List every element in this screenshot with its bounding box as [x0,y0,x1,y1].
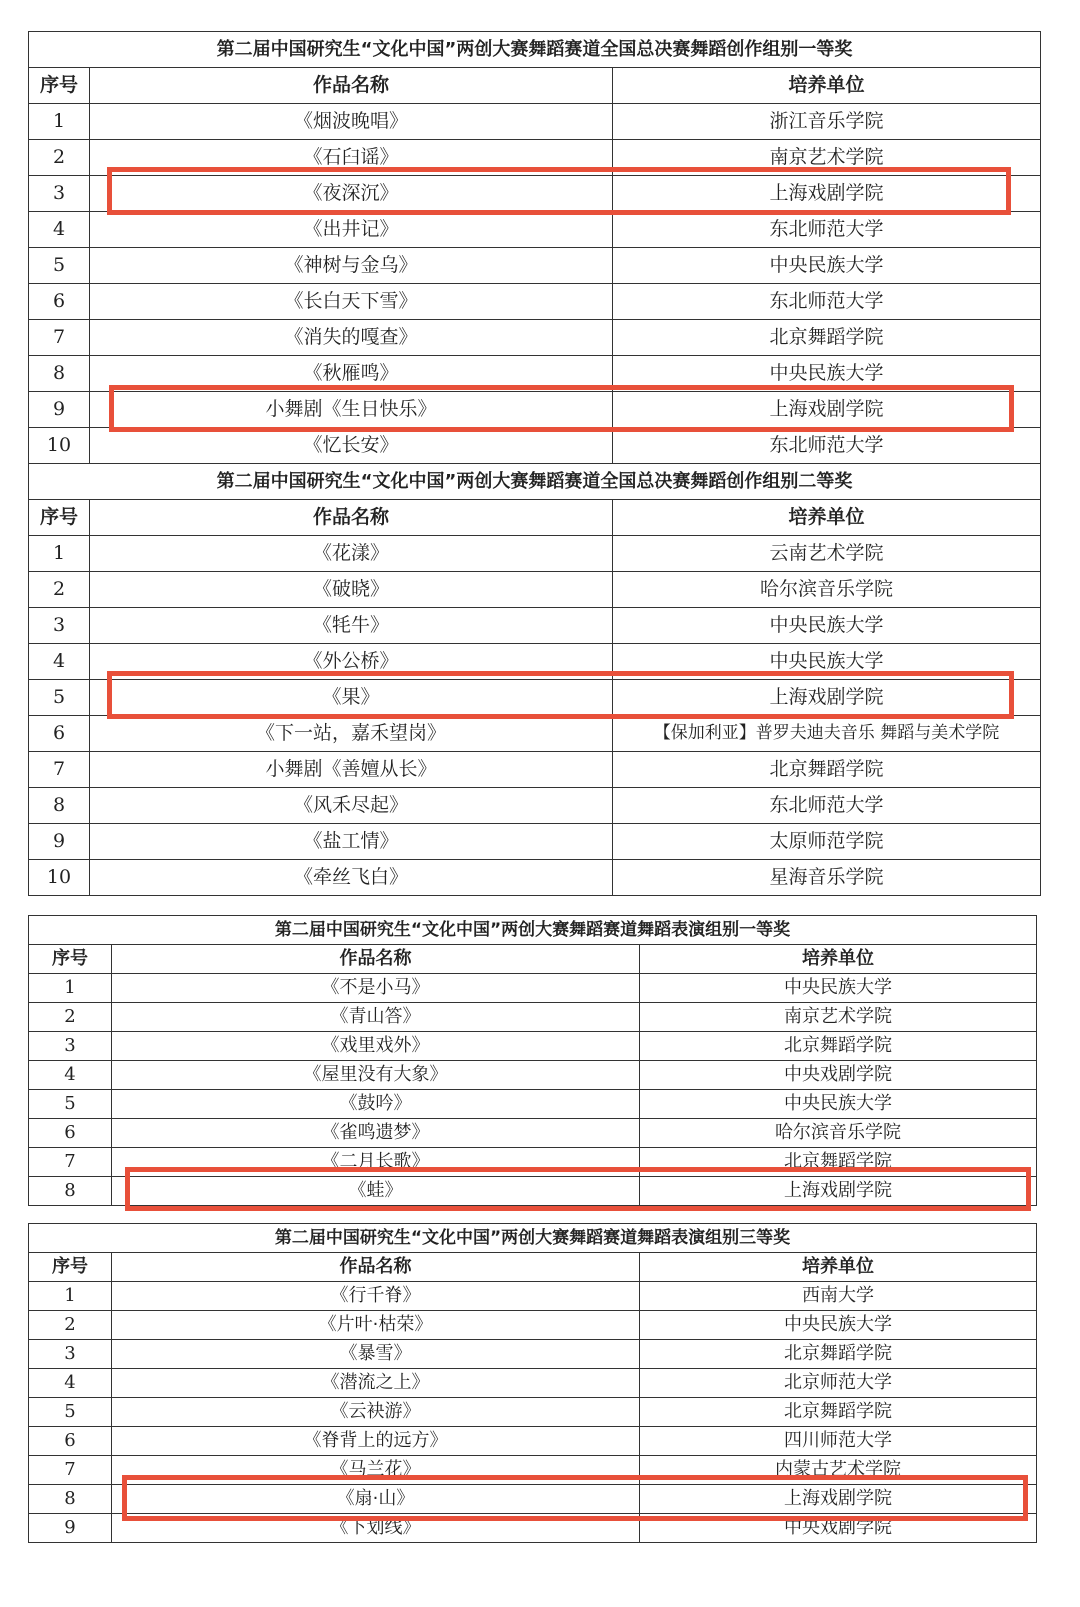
table-creation-second-prize [28,463,1041,896]
row-unit: 东北师范大学 [613,788,1041,824]
row-work: 《牦牛》 [90,608,613,644]
table-row [29,212,1041,248]
row-unit: 东北师范大学 [613,284,1041,320]
row-index: 1 [29,104,90,140]
row-unit: 浙江音乐学院 [613,104,1041,140]
row-unit: 中央民族大学 [640,974,1037,1003]
row-unit: 中央民族大学 [613,644,1041,680]
row-work: 《青山答》 [112,1003,640,1032]
header-unit: 培养单位 [640,945,1037,974]
row-unit: 中央民族大学 [640,1090,1037,1119]
table-row [29,860,1041,896]
table-row [29,572,1041,608]
row-index: 8 [29,356,90,392]
row-work: 《长白天下雪》 [90,284,613,320]
row-work: 《出井记》 [90,212,613,248]
row-work: 《破晓》 [90,572,613,608]
row-index: 8 [29,1485,112,1514]
row-work: 小舞剧《生日快乐》 [90,392,613,428]
row-unit: 南京艺术学院 [640,1003,1037,1032]
row-index: 2 [29,1311,112,1340]
row-index: 6 [29,284,90,320]
row-work: 《下划线》 [112,1514,640,1543]
row-unit: 中央民族大学 [613,608,1041,644]
row-unit: 上海戏剧学院 [640,1485,1037,1514]
row-work: 《盐工情》 [90,824,613,860]
table-row [29,320,1041,356]
row-index: 6 [29,716,90,752]
row-unit: 哈尔滨音乐学院 [640,1119,1037,1148]
row-unit: 西南大学 [640,1282,1037,1311]
row-index: 9 [29,392,90,428]
row-index: 8 [29,788,90,824]
table-row [29,1003,1037,1032]
row-work: 《下一站，嘉禾望岗》 [90,716,613,752]
header-work: 作品名称 [90,500,613,536]
row-work: 《戏里戏外》 [112,1032,640,1061]
row-work: 《烟波晚唱》 [90,104,613,140]
row-work: 《秋雁鸣》 [90,356,613,392]
row-work: 《不是小马》 [112,974,640,1003]
row-unit: 北京舞蹈学院 [640,1340,1037,1369]
table-row [29,392,1041,428]
header-work: 作品名称 [112,1253,640,1282]
row-work: 《风禾尽起》 [90,788,613,824]
row-index: 4 [29,1369,112,1398]
row-work: 《云袂游》 [112,1398,640,1427]
table-row [29,1032,1037,1061]
row-index: 3 [29,1032,112,1061]
row-index: 9 [29,1514,112,1543]
header-unit: 培养单位 [640,1253,1037,1282]
header-unit: 培养单位 [613,68,1041,104]
row-index: 1 [29,974,112,1003]
table-row [29,1485,1037,1514]
row-index: 4 [29,1061,112,1090]
table-row [29,608,1041,644]
row-index: 6 [29,1119,112,1148]
row-work: 《雀鸣遗梦》 [112,1119,640,1148]
row-unit: 四川师范大学 [640,1427,1037,1456]
row-index: 1 [29,1282,112,1311]
table-performance-third-prize [28,1223,1037,1543]
row-index: 5 [29,680,90,716]
table-row [29,716,1041,752]
row-unit: 北京舞蹈学院 [613,752,1041,788]
table-row [29,248,1041,284]
table-row [29,1340,1037,1369]
row-index: 5 [29,1398,112,1427]
table-row [29,104,1041,140]
header-index: 序号 [29,1253,112,1282]
row-work: 《蛙》 [112,1177,640,1206]
row-index: 7 [29,1148,112,1177]
row-work: 《忆长安》 [90,428,613,464]
row-unit: 上海戏剧学院 [640,1177,1037,1206]
row-unit: 云南艺术学院 [613,536,1041,572]
row-unit: 北京舞蹈学院 [640,1398,1037,1427]
row-unit: 上海戏剧学院 [613,176,1041,212]
table-row [29,1148,1037,1177]
row-unit: 中央戏剧学院 [640,1514,1037,1543]
row-index: 7 [29,752,90,788]
table-row [29,644,1041,680]
row-index: 2 [29,1003,112,1032]
table-row [29,1427,1037,1456]
row-index: 7 [29,320,90,356]
row-work: 《片叶·枯荣》 [112,1311,640,1340]
row-work: 《花漾》 [90,536,613,572]
table-row [29,752,1041,788]
row-work: 《潜流之上》 [112,1369,640,1398]
table-row [29,356,1041,392]
table-row [29,1090,1037,1119]
table-title: 第二届中国研究生“文化中国”两创大赛舞蹈赛道舞蹈表演组别一等奖 [29,916,1037,945]
table-performance-first-prize [28,915,1037,1206]
header-work: 作品名称 [90,68,613,104]
row-index: 2 [29,140,90,176]
table-row [29,1398,1037,1427]
table-row [29,1177,1037,1206]
row-index: 1 [29,536,90,572]
row-work: 《脊背上的远方》 [112,1427,640,1456]
row-work: 《马兰花》 [112,1456,640,1485]
table-row [29,1514,1037,1543]
row-work: 《鼓吟》 [112,1090,640,1119]
row-unit: 北京师范大学 [640,1369,1037,1398]
row-unit: 南京艺术学院 [613,140,1041,176]
table-row [29,1456,1037,1485]
table-title: 第二届中国研究生“文化中国”两创大赛舞蹈赛道舞蹈表演组别三等奖 [29,1224,1037,1253]
row-index: 10 [29,860,90,896]
table-row [29,788,1041,824]
row-work: 小舞剧《善嬗从长》 [90,752,613,788]
table-row [29,536,1041,572]
row-work: 《牵丝飞白》 [90,860,613,896]
table-row [29,140,1041,176]
row-unit: 中央民族大学 [613,248,1041,284]
table-row [29,1119,1037,1148]
row-index: 8 [29,1177,112,1206]
row-index: 5 [29,248,90,284]
header-work: 作品名称 [112,945,640,974]
table-row [29,176,1041,212]
row-index: 5 [29,1090,112,1119]
table-row [29,1369,1037,1398]
row-unit: 北京舞蹈学院 [640,1032,1037,1061]
row-index: 7 [29,1456,112,1485]
row-unit: 【保加利亚】普罗夫迪夫音乐 舞蹈与美术学院 [613,716,1041,752]
table-row [29,1282,1037,1311]
row-work: 《果》 [90,680,613,716]
row-index: 9 [29,824,90,860]
row-work: 《行千脊》 [112,1282,640,1311]
header-index: 序号 [29,945,112,974]
table-row [29,428,1041,464]
row-work: 《神树与金乌》 [90,248,613,284]
row-unit: 上海戏剧学院 [613,680,1041,716]
header-index: 序号 [29,68,90,104]
table-row [29,284,1041,320]
row-work: 《屋里没有大象》 [112,1061,640,1090]
row-unit: 哈尔滨音乐学院 [613,572,1041,608]
table-row [29,974,1037,1003]
table-row [29,1311,1037,1340]
row-unit: 中央戏剧学院 [640,1061,1037,1090]
row-work: 《夜深沉》 [90,176,613,212]
row-unit: 北京舞蹈学院 [640,1148,1037,1177]
row-unit: 中央民族大学 [640,1311,1037,1340]
row-unit: 上海戏剧学院 [613,392,1041,428]
header-unit: 培养单位 [613,500,1041,536]
row-index: 4 [29,212,90,248]
row-unit: 内蒙古艺术学院 [640,1456,1037,1485]
row-index: 3 [29,176,90,212]
row-unit: 北京舞蹈学院 [613,320,1041,356]
row-index: 4 [29,644,90,680]
row-index: 2 [29,572,90,608]
row-unit: 中央民族大学 [613,356,1041,392]
row-unit: 东北师范大学 [613,212,1041,248]
row-work: 《二月长歌》 [112,1148,640,1177]
row-index: 3 [29,1340,112,1369]
table-title: 第二届中国研究生“文化中国”两创大赛舞蹈赛道全国总决赛舞蹈创作组别一等奖 [29,32,1041,68]
row-work: 《暴雪》 [112,1340,640,1369]
table-row [29,824,1041,860]
row-work: 《外公桥》 [90,644,613,680]
row-work: 《石臼谣》 [90,140,613,176]
row-unit: 太原师范学院 [613,824,1041,860]
row-work: 《扇·山》 [112,1485,640,1514]
table-title: 第二届中国研究生“文化中国”两创大赛舞蹈赛道全国总决赛舞蹈创作组别二等奖 [29,464,1041,500]
row-index: 6 [29,1427,112,1456]
table-row [29,680,1041,716]
row-unit: 星海音乐学院 [613,860,1041,896]
row-index: 3 [29,608,90,644]
row-unit: 东北师范大学 [613,428,1041,464]
row-work: 《消失的嘎查》 [90,320,613,356]
table-row [29,1061,1037,1090]
row-index: 10 [29,428,90,464]
table-creation-first-prize [28,31,1041,464]
header-index: 序号 [29,500,90,536]
